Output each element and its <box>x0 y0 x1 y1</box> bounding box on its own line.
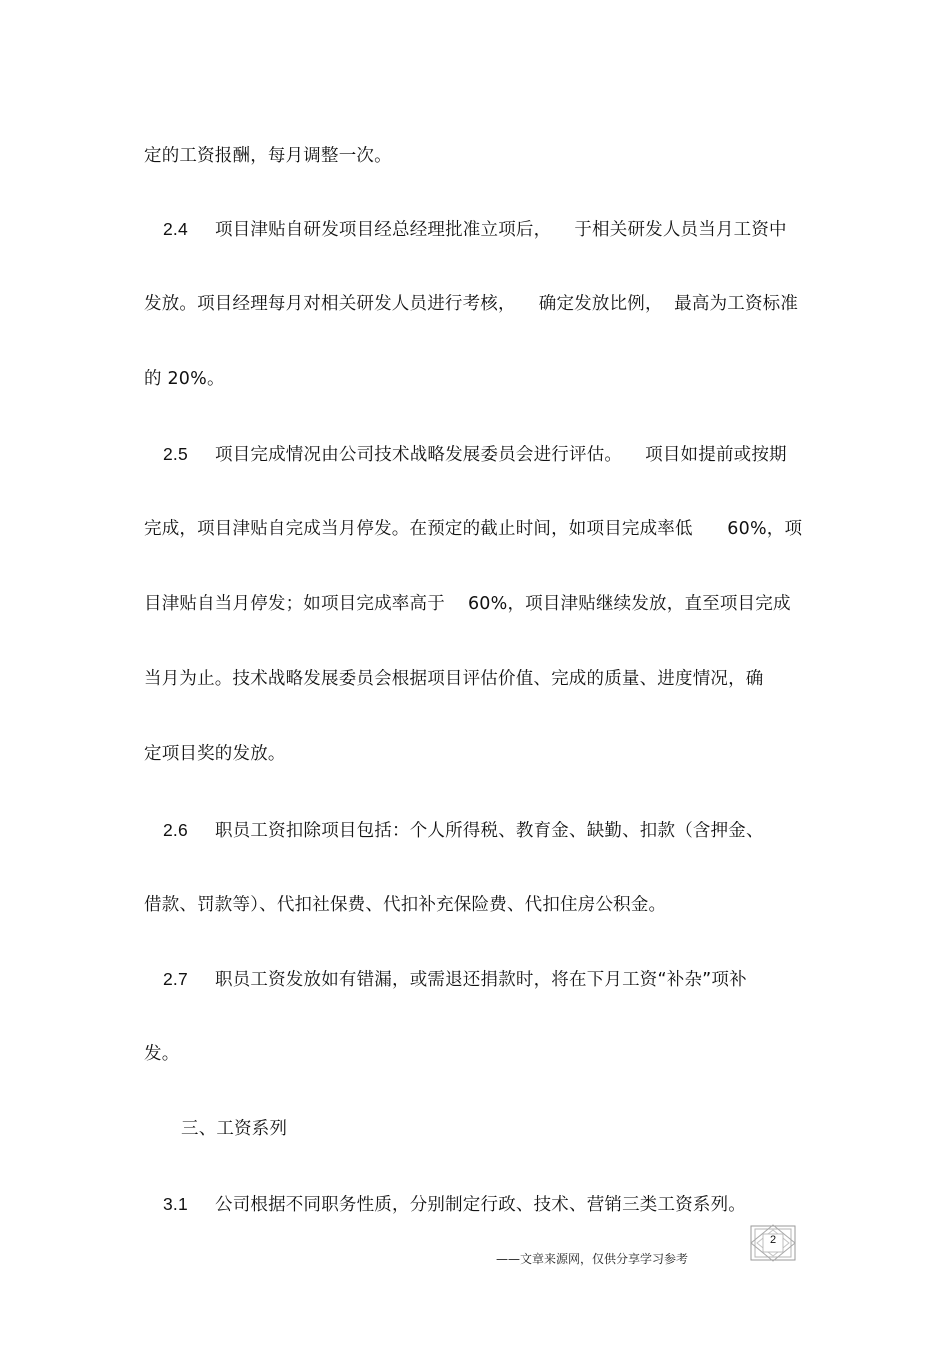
footer-source-note: ——文章来源网，仅供分享学习参考 <box>496 1252 689 1266</box>
clause-text: 公司根据不同职务性质，分别制定行政、技术、营销三类工资系列。 <box>215 1195 746 1215</box>
clause-number: 2.5 <box>163 444 188 464</box>
clause-3-1 <box>144 1192 746 1217</box>
paragraph-line: 发放。项目经理每月对相关研发人员进行考核， 确定发放比例， 最高为工资标准 <box>144 294 799 314</box>
clause-2-5 <box>144 442 787 467</box>
paragraph-line: 定项目奖的发放。 <box>144 744 286 764</box>
paragraph-line: 目津贴自当月停发；如项目完成率高于 60%，项目津贴继续发放，直至项目完成 <box>144 594 791 614</box>
clause-number: 2.6 <box>163 820 188 840</box>
page-number: 2 <box>769 1234 777 1246</box>
clause-2-7 <box>144 967 747 992</box>
paragraph-line: 借款、罚款等）、代扣社保费、代扣补充保险费、代扣住房公积金。 <box>144 895 667 915</box>
paragraph-line: 发。 <box>144 1044 180 1064</box>
paragraph-line: 完成，项目津贴自完成当月停发。在预定的截止时间，如项目完成率低 60%，项 <box>144 519 803 539</box>
clause-number: 3.1 <box>163 1194 188 1214</box>
clause-2-4 <box>144 217 787 242</box>
clause-text: 项目津贴自研发项目经总经理批准立项后， 于相关研发人员当月工资中 <box>215 220 787 240</box>
paragraph-line: 当月为止。技术战略发展委员会根据项目评估价值、完成的质量、进度情况，确 <box>144 669 764 689</box>
clause-number: 2.7 <box>163 969 188 989</box>
clause-text: 职员工资发放如有错漏，或需退还捐款时，将在下月工资“补杂”项补 <box>215 970 747 990</box>
clause-text: 职员工资扣除项目包括：个人所得税、教育金、缺勤、扣款（含押金、 <box>215 821 764 841</box>
clause-number: 2.4 <box>163 219 188 239</box>
section-heading: 三、工资系列 <box>181 1119 288 1139</box>
paragraph-line: 定的工资报酬，每月调整一次。 <box>144 146 392 166</box>
paragraph-line: 的 20%。 <box>144 369 225 389</box>
page-number-badge <box>750 1224 796 1262</box>
clause-2-6 <box>144 818 764 843</box>
clause-text: 项目完成情况由公司技术战略发展委员会进行评估。 项目如提前或按期 <box>215 445 787 465</box>
